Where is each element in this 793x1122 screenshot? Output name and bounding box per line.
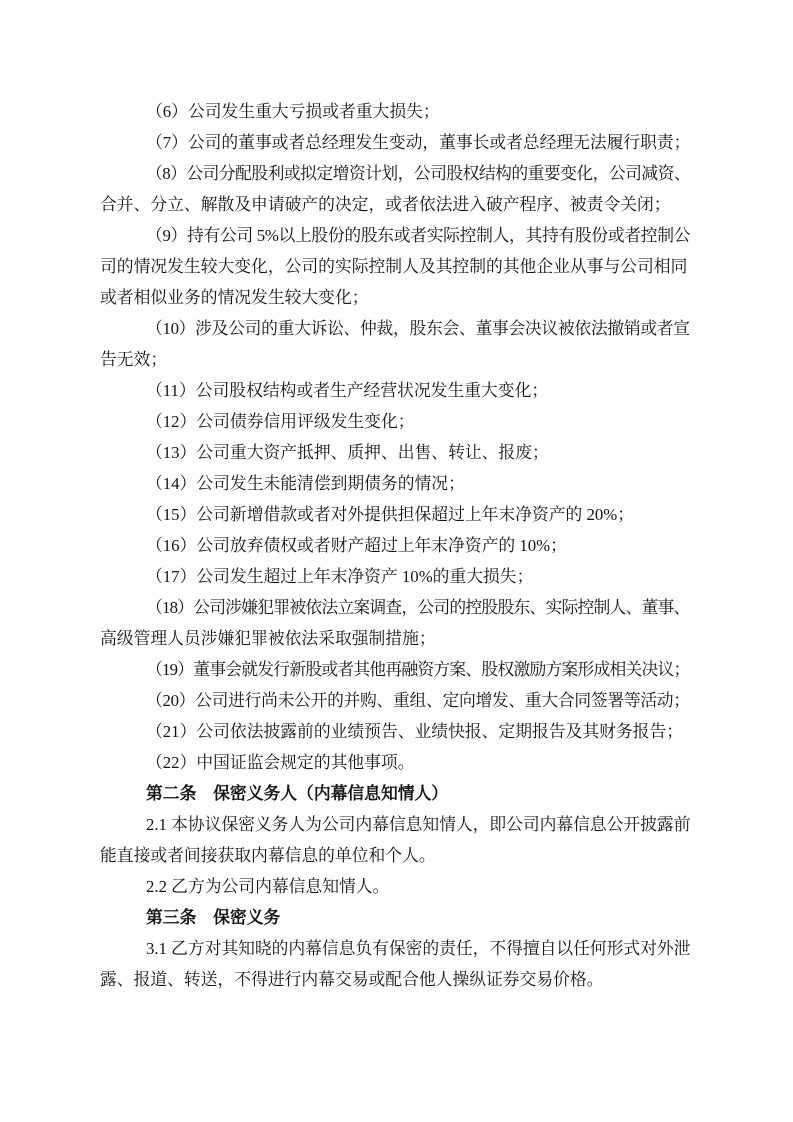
clause-paragraph — [100, 158, 690, 220]
text-line: （18）公司涉嫌犯罪被依法立案调查，公司的控股股东、实际控制人、董事、 — [146, 598, 690, 617]
text-line: 告无效； — [100, 350, 168, 369]
clause-paragraph — [100, 561, 690, 592]
section-heading — [100, 778, 690, 809]
text-line: （12）公司债券信用评级发生变化； — [146, 412, 415, 431]
text-line: （20）公司进行尚未公开的并购、重组、定向增发、重大合同签署等活动； — [146, 691, 690, 710]
heading-line: 第二条 保密义务人（内幕信息知情人） — [146, 784, 449, 803]
clause-paragraph — [100, 933, 690, 995]
clause-paragraph — [100, 406, 690, 437]
text-line: （21）公司依法披露前的业绩预告、业绩快报、定期报告及其财务报告； — [146, 722, 684, 741]
clause-paragraph — [100, 809, 690, 871]
clause-paragraph — [100, 437, 690, 468]
text-line: （7）公司的董事或者总经理发生变动，董事长或者总经理无法履行职责； — [146, 133, 691, 152]
text-line: （15）公司新增借款或者对外提供担保超过上年末净资产的 20%； — [146, 505, 635, 524]
clause-paragraph — [100, 127, 690, 158]
clause-paragraph — [100, 654, 690, 685]
text-line: （8）公司分配股利或拟定增资计划，公司股权结构的重要变化，公司减资、 — [146, 164, 691, 183]
text-line: （13）公司重大资产抵押、质押、出售、转让、报废； — [146, 443, 549, 462]
clause-paragraph — [100, 313, 690, 375]
text-line: （6）公司发生重大亏损或者重大损失； — [146, 102, 440, 121]
text-line: 3.1 乙方对其知晓的内幕信息负有保密的责任，不得擅自以任何形式对外泄 — [146, 939, 691, 958]
text-line: （17）公司发生超过上年末净资产 10%的重大损失； — [146, 567, 534, 586]
text-line: （22）中国证监会规定的其他事项。 — [146, 753, 415, 772]
text-line: （16）公司放弃债权或者财产超过上年末净资产的 10%； — [146, 536, 567, 555]
text-line: 露、报道、转送，不得进行内幕交易或配合他人操纵证券交易价格。 — [100, 970, 604, 989]
clause-paragraph — [100, 716, 690, 747]
text-line: （19）董事会就发行新股或者其他再融资方案、股权激励方案形成相关决议； — [146, 660, 690, 679]
section-heading — [100, 902, 690, 933]
clause-paragraph — [100, 375, 690, 406]
text-line: （9）持有公司 5%以上股份的股东或者实际控制人，其持有股份或者控制公 — [146, 226, 691, 245]
clause-paragraph — [100, 871, 690, 902]
clause-paragraph — [100, 96, 690, 127]
heading-line: 第三条 保密义务 — [146, 908, 281, 927]
text-line: （11）公司股权结构或者生产经营状况发生重大变化； — [146, 381, 549, 400]
text-line: 合并、分立、解散及申请破产的决定，或者依法进入破产程序、被责令关闭； — [100, 195, 671, 214]
clause-paragraph — [100, 530, 690, 561]
text-line: 2.1 本协议保密义务人为公司内幕信息知情人，即公司内幕信息公开披露前 — [146, 815, 691, 834]
text-line: （10）涉及公司的重大诉讼、仲裁，股东会、董事会决议被依法撤销或者宣 — [146, 319, 690, 338]
clause-paragraph — [100, 592, 690, 654]
text-line: 或者相似业务的情况发生较大变化； — [100, 288, 369, 307]
clause-paragraph — [100, 499, 690, 530]
clause-paragraph — [100, 747, 690, 778]
text-line: 2.2 乙方为公司内幕信息知情人。 — [146, 877, 390, 896]
clause-paragraph — [100, 468, 690, 499]
text-line: （14）公司发生未能清偿到期债务的情况； — [146, 474, 465, 493]
clause-paragraph — [100, 220, 690, 313]
text-line: 高级管理人员涉嫌犯罪被依法采取强制措施； — [100, 629, 436, 648]
text-line: 司的情况发生较大变化，公司的实际控制人及其控制的其他企业从事与公司相同 — [100, 257, 688, 276]
clause-paragraph — [100, 685, 690, 716]
document-body — [100, 96, 690, 995]
text-line: 能直接或者间接获取内幕信息的单位和个人。 — [100, 846, 436, 865]
